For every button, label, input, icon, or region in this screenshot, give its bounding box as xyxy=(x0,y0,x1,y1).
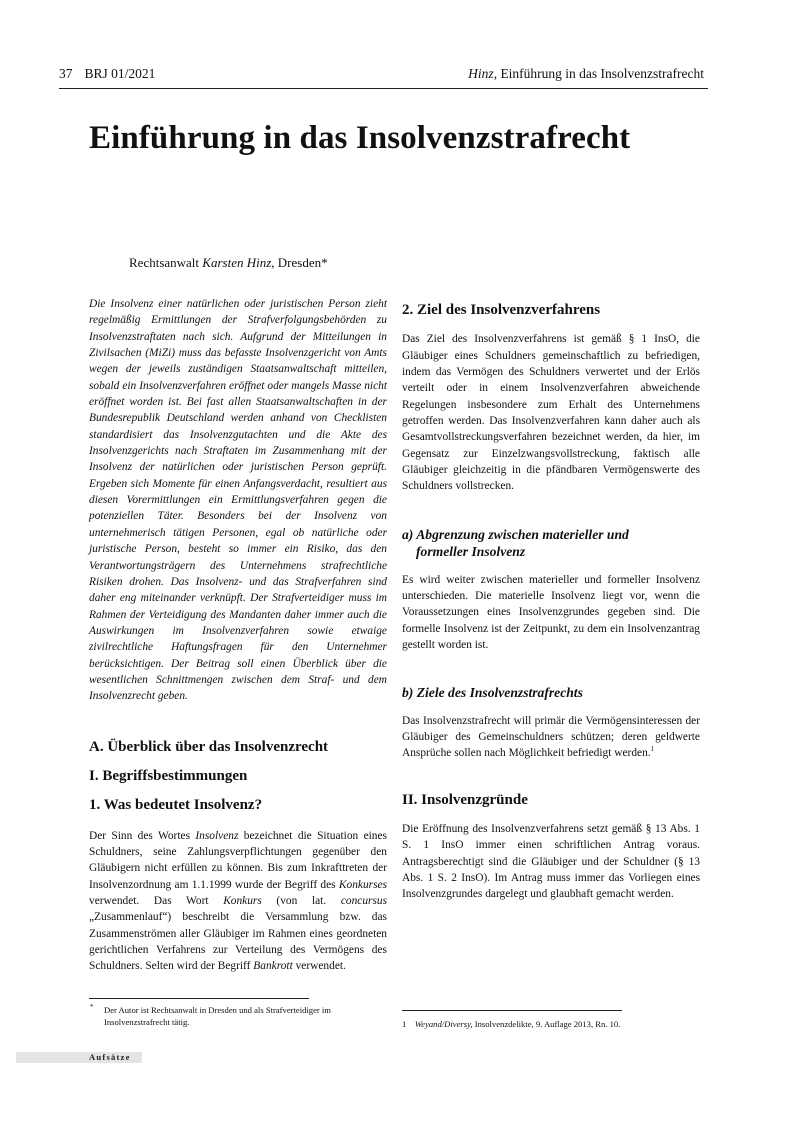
italic-term: concursus xyxy=(340,895,388,907)
byline-author: Karsten Hinz xyxy=(202,255,272,270)
footnote-text: Insolvenzdelikte, 9. Auflage 2013, Rn. 10. xyxy=(472,1019,621,1029)
journal-issue: BRJ 01/2021 xyxy=(84,66,156,81)
heading-i-definitions: I. Begriffsbestimmungen xyxy=(89,767,248,784)
header-rule xyxy=(59,88,708,89)
abstract: Die Insolvenz einer natürlichen oder juristischen Person zieht regelmäßig Ermittlungen der Strafverfolgungsbehörden zu Insolvenzstraftaten nach sich. Aufgrund der Mitteilungen in Zivilsachen (MiZi) muss das befasste Insolvenzgericht von Amts wegen der jeweils zuständigen Staatsanwaltschaft mitteilen, sobald ein Insolvenzverfahren eröffnet oder mangels Masse nicht eröffnet worden ist. Bei fast allen Staatsanwaltschaften in der Bundesrepublik Deutschland werden anhand von Checklisten standardisiert das Insolvenzgutachten und die Akte des Insolvenzgerichts nach Straftaten im Zusammenhang mit der Insolvenz der natürlichen oder juristischen Person geprüft. Ergeben sich Momente für einen Anfangsverdacht, resultiert aus diesen Vorermittlungen ein Ermittlungsverfahren gegen die potenziellen Täter. Besonders bei der Insolvenz von unternehmerisch tätigen Personen, egal ob natürliche oder juristische Person, besteht so immer ein Risiko, das den Verantwortungsträgern des Unternehmens strafrechtliche Risiken drohen. Das Insolvenz- und das Strafverfahren sind daher eng miteinander verknüpft. Der Strafverteidiger muss im Rahmen der Verteidigung des Mandanten daher immer auch die Auswirkungen im Insolvenzverfahren sowie etwaige zivilrechtliche Haftungsfragen für den Unternehmer berücksichtigen. Der Beitrag soll einen Überblick über die wesentlichen Schnittmengen zwischen dem Straf- und dem Insolvenzrecht geben. xyxy=(89,298,387,703)
heading-line: formeller Insolvenz xyxy=(416,543,526,559)
italic-term: Konkurs xyxy=(223,895,262,907)
article-title: Einführung in das Insolvenzstrafrecht xyxy=(89,120,631,156)
paragraph-aims xyxy=(402,713,700,762)
italic-term: Konkurses xyxy=(338,878,387,891)
heading-1-meaning: 1. Was bedeutet Insolvenz? xyxy=(89,797,263,814)
heading-a-overview: A. Überblick über das Insolvenzrecht xyxy=(89,738,329,755)
text-run: bezeichnet die Situation eines Schuldners, seine Zahlungsverpflichtungen gegenüber den Gläubigern nicht erfüllen zu können. Bis zum Inkrafttreten der Insolvenzordnung am 1.1.1999 wurde der Begriff des xyxy=(89,829,387,891)
footnote-left xyxy=(90,1003,390,1028)
footnote-rule-left xyxy=(89,998,309,999)
text-run: Der Sinn des Wortes xyxy=(89,829,196,842)
paragraph-distinction: Es wird weiter zwischen materieller und formeller Insolvenz unterschieden. Die materielle Insolvenz liegt vor, wenn die Voraussetzungen eines Insolvenzgrundes gegeben sind. Die formelle Insolvenz ist der Zeitpunkt, zu dem ein Insolvenzantrag gestellt worden ist. xyxy=(402,573,700,652)
running-header-left xyxy=(59,66,167,82)
heading-2-goal: 2. Ziel des Insolvenzverfahrens xyxy=(402,302,601,318)
byline-prefix: Rechtsanwalt xyxy=(129,255,200,270)
heading-ii-grounds: II. Insolvenzgründe xyxy=(402,791,528,808)
footnote-mark: * xyxy=(90,1003,94,1011)
text-run: verwendet. xyxy=(292,960,346,973)
footnote-right xyxy=(402,1018,702,1030)
footnote-number: 1 xyxy=(402,1019,407,1029)
footnote-text: Der Autor ist Rechtsanwalt in Dresden und als Strafverteidiger im Insolvenzstrafrecht tätig. xyxy=(104,1005,331,1027)
section-label: Aufsätze xyxy=(89,1052,131,1062)
running-header-right xyxy=(468,66,704,82)
heading-line: a) Abgrenzung zwischen materieller und xyxy=(402,526,629,542)
running-author: Hinz xyxy=(468,66,494,81)
section-band xyxy=(16,1052,142,1063)
left-column xyxy=(89,296,387,975)
heading-a-distinction xyxy=(402,526,700,560)
paragraph-grounds: Die Eröffnung des Insolvenzverfahrens setzt gemäß § 13 Abs. 1 S. 1 InsO immer einen schriftlichen Antrag voraus. Antragsberechtigt sind die Gläubiger und der Schuldner (§ 13 Abs. 1 S. 2 InsO). Im Antrag muss immer das Vorliegen eines Insolvenzgrundes dargelegt und glaubhaft gemacht werden. xyxy=(402,822,700,901)
footnote-rule-right xyxy=(402,1010,622,1011)
heading-b-aims: b) Ziele des Insolvenzstrafrechts xyxy=(402,684,583,700)
footnote-authors: Weyand/Diversy, xyxy=(414,1019,473,1029)
byline xyxy=(129,255,328,271)
paragraph-goal: Das Ziel des Insolvenzverfahrens ist gemäß § 1 InsO, die Gläubiger eines Schuldners gemeinschaftlich zu befriedigen, indem das Vermögen des Schuldners verwertet und der Erlös verteilt oder in einem Insolvenzverfahren abweichende Regelungen insbesondere zum Erhalt des Unternehmens getroffen werden. Das Insolvenzverfahren kann daher auch als Gesamtvollstreckungsverfahren bezeichnet werden, da hier, im Gegensatz zur Einzelzwangsvollstreckung, faktisch alle Gläubiger gleichzeitig in die pfändbaren Vermögenswerte des Schuldners vollstrecken. xyxy=(402,333,700,493)
right-column xyxy=(402,296,700,903)
footnote-ref[interactable]: 1 xyxy=(650,745,655,754)
text-run: (von lat. xyxy=(261,895,341,907)
text-run: „Zusammenlauf“) beschreibt die Versammlung bzw. das Zusammenströmen aller Gläubiger im Rahmen eines geordneten gerichtlichen Verfahrens zur Verteilung des Vermögens des Schuldners. Selten wird der Begriff xyxy=(89,911,387,973)
italic-term: Insolvenz xyxy=(195,829,239,842)
text-run: Das Insolvenzstrafrecht will primär die Vermögensinteressen der Gläubiger des Gemeinschuldners schützen; deren geldwerte Ansprüche sollen nach Möglichkeit befriedigt werden. xyxy=(402,714,700,760)
page-number: 37 xyxy=(59,66,73,81)
byline-suffix: , Dresden* xyxy=(271,255,328,270)
running-title: , Einführung in das Insolvenzstrafrecht xyxy=(493,66,704,81)
text-run: verwendet. Das Wort xyxy=(89,895,224,907)
paragraph-meaning xyxy=(89,828,387,975)
italic-term: Bankrott xyxy=(253,960,293,973)
